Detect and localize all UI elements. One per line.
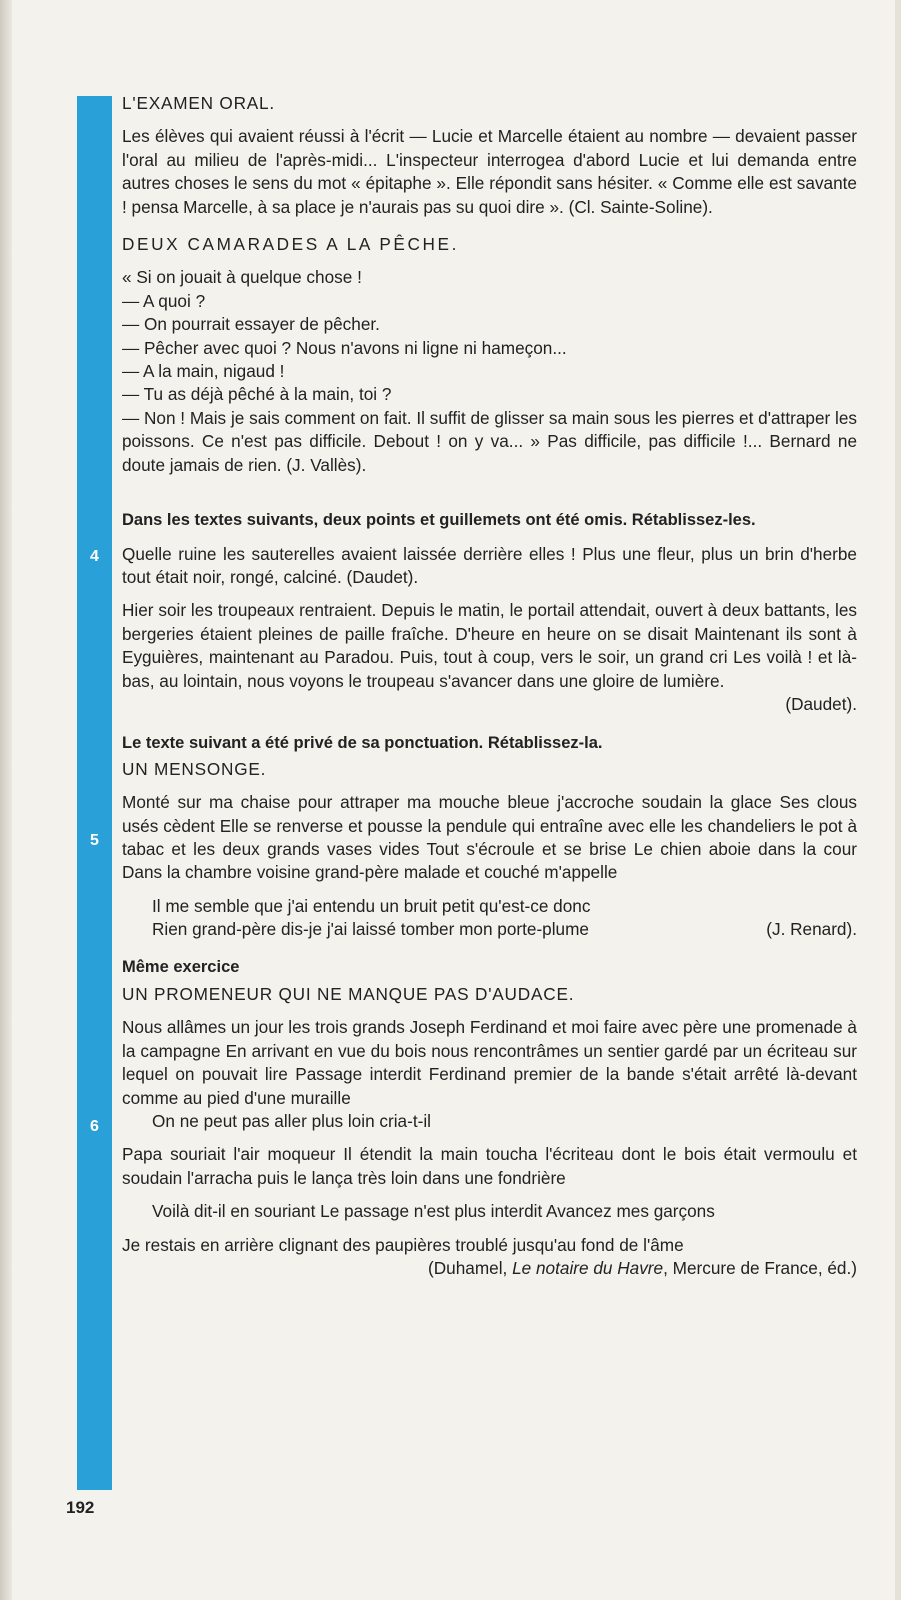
dialogue-line: « Si on jouait à quelque chose ! [122, 267, 362, 288]
exercise-6-line-1: On ne peut pas aller plus loin cria-t-il [152, 1111, 431, 1132]
exercise-5-line-2: Rien grand-père dis-je j'ai laissé tomber mon porte-plume [152, 919, 589, 940]
exercise-number-4: 4 [90, 548, 99, 565]
citation-book-title: Le notaire du Havre [512, 1258, 664, 1279]
dialogue-line: — Pêcher avec quoi ? Nous n'avons ni ligne ni hameçon... [122, 337, 567, 358]
paragraph-examen: Les élèves qui avaient réussi à l'écrit — Lucie et Marcelle étaient au nombre — devaient passer l'oral au milieu de l'après-midi... L'inspecteur interrogea d'abord Lucie et lui demanda entre autres choses le sens du mot « épitaphe ». Elle répondit sans hésiter. « Comme elle est savante ! pensa Marcelle, à sa place je n'aurais pas su quoi dire ». (Cl. Sainte-Soline). [122, 126, 857, 217]
exercise-6-citation [122, 1257, 857, 1280]
citation-prefix: (Duhamel, [428, 1258, 513, 1279]
blue-margin-bar [77, 96, 112, 1490]
page-binding-edge [0, 0, 12, 1600]
exercise-4-paragraph-1: Quelle ruine les sauterelles avaient laissée derrière elles ! Plus une fleur, plus un brin d'herbe tout était noir, rongé, calciné. (Daudet). [122, 543, 857, 587]
exercise-5-source: (J. Renard). [766, 919, 857, 940]
dialogue-line: — A la main, nigaud ! [122, 361, 285, 382]
exercise-number-6: 6 [90, 1118, 99, 1135]
dialogue-line: — Tu as déjà pêché à la main, toi ? [122, 384, 392, 405]
exercise-6-instruction: Même exercice [122, 957, 240, 976]
section-title-peche: DEUX CAMARADES A LA PÊCHE. [122, 234, 459, 255]
section-title-examen: L'EXAMEN ORAL. [122, 93, 275, 113]
exercise-6-paragraph-3: Voilà dit-il en souriant Le passage n'est plus interdit Avancez mes garçons [152, 1201, 715, 1222]
exercise-5-paragraph: Monté sur ma chaise pour attraper ma mouche bleue j'accroche soudain la glace Ses clous usés cèdent Elle se renverse et pousse la pendule qui entraîne avec elle les chandeliers le pot à tabac et les deux grands vases vides Tout s'écroule et se brise Le chien aboie dans la cour Dans la chambre voisine grand-père malade et couché m'appelle [122, 792, 857, 883]
dialogue-peche [122, 266, 857, 477]
exercise-6-paragraph-4: Je restais en arrière clignant des paupières troublé jusqu'au fond de l'âme [122, 1234, 684, 1255]
exercise-5-instruction: Le texte suivant a été privé de sa ponctuation. Rétablissez-la. [122, 734, 603, 753]
page-number: 192 [66, 1498, 95, 1517]
dialogue-last-paragraph: — Non ! Mais je sais comment on fait. Il suffit de glisser sa main sous les pierres et d'attraper les poissons. Ce n'est pas difficile. Debout ! on y va... » Pas difficile, pas difficile !... Bernard ne doute jamais de rien. (J. Vallès). [122, 407, 857, 475]
exercise-4-source: (Daudet). [785, 693, 857, 714]
page-content [122, 92, 857, 1280]
exercise-4-paragraph-2: Hier soir les troupeaux rentraient. Depuis le matin, le portail attendait, ouvert à deux battants, les bergeries étaient pleines de paille fraîche. D'heure en heure on se disait Maintenant ils sont à Eyguières, maintenant au Paradou. Puis, tout à coup, vers le soir, un grand cri Les voilà ! et là-bas, au lointain, nous voyons le troupeau s'avancer dans une gloire de lumière. [122, 600, 857, 691]
exercise-6-paragraph-1: Nous allâmes un jour les trois grands Joseph Ferdinand et moi faire avec père une promenade à la campagne En arrivant en vue du bois nous rencontrâmes un sentier gardé par un écriteau sur lequel on pouvait lire Passage interdit Ferdinand premier de la bande s'était arrêté là-devant comme au pied d'une muraille [122, 1017, 857, 1108]
exercise-5-title: UN MENSONGE. [122, 758, 267, 779]
dialogue-line: — A quoi ? [122, 290, 206, 311]
exercise-6-paragraph-2: Papa souriait l'air moqueur Il étendit la main toucha l'écriteau dont le bois était vermoulu et soudain l'arracha puis le lança très loin dans une fondrière [122, 1144, 857, 1188]
dialogue-line: — On pourrait essayer de pêcher. [122, 314, 380, 335]
exercise-number-5: 5 [90, 832, 99, 849]
exercise-6-title: UN PROMENEUR QUI NE MANQUE PAS D'AUDACE. [122, 984, 575, 1004]
citation-suffix: , Mercure de France, éd.) [663, 1258, 857, 1279]
exercise-5-line-1: Il me semble que j'ai entendu un bruit petit qu'est-ce donc [152, 895, 591, 916]
page-right-edge [895, 0, 901, 1600]
exercise-5-line-2-row [122, 918, 857, 941]
exercise-4-instruction: Dans les textes suivants, deux points et guillemets ont été omis. Rétablissez-les. [122, 511, 756, 530]
